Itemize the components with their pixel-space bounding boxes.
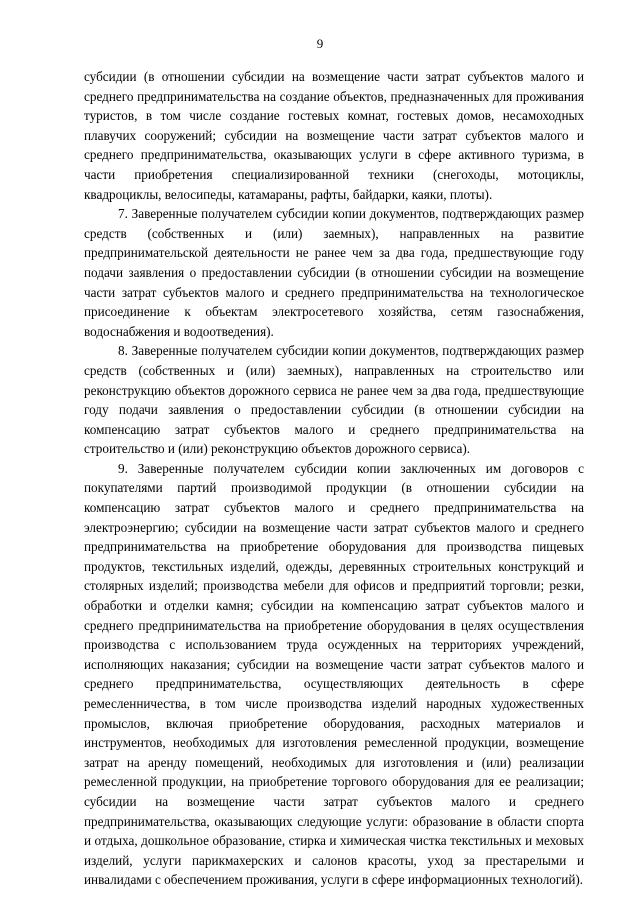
paragraph-item-9: 9. Заверенные получателем субсидии копии заключенных им договоров с покупателями партий производимой продукции (в отношении субсидии на компенсацию затрат субъектов малого и среднего предпринимательства на электроэнергию; субсидии на возмещение части затрат субъектов малого и среднего предпринимательства на приобретение оборудования для производства пищевых продуктов, текстильных изделий, одежды, деревянных строительных конструкций и столярных изделий; производства мебели для офисов и предприятий торговли; резки, обработки и отделки камня; субсидии на компенсацию затрат субъектов малого и среднего предпринимательства на приобретение оборудования в целях осуществления производства с использованием труда осужденных на территориях учреждений, исполняющих наказания; субсидии на возмещение части затрат субъектов малого и среднего предпринимательства, осуществляющих деятельность в сфере ремесленничества, в том числе производства изделий народных художественных промыслов, включая приобретение оборудования, расходных материалов и инструментов, необходимых для изготовления ремесленной продукции, возмещение затрат на аренду помещений, необходимых для изготовления и (или) реализации ремесленной продукции, на приобретение торгового оборудования для ее реализации; субсидии на возмещение части затрат субъектов малого и среднего предпринимательства, оказывающих следующие услуги: образование в области спорта и отдыха, дошкольное образование, стирка и химическая чистка текстильных и меховых изделий, услуги парикмахерских и салонов красоты, уход за престарелыми и инвалидами с обеспечением проживания, услуги в сфере информационных технологий). <box>84 460 584 888</box>
paragraph-item-7: 7. Заверенные получателем субсидии копии документов, подтверждающих размер средств (собственных и (или) заемных), направленных на развитие предпринимательской деятельности не ранее чем за два года, предшествующие году подачи заявления о предоставлении субсидии (в отношении субсидии на возмещение части затрат субъектов малого и среднего предпринимательства на технологическое присоединение к объектам электросетевого хозяйства, сетям газоснабжения, водоснабжения и водоотведения). <box>84 206 584 339</box>
paragraph-item-8: 8. Заверенные получателем субсидии копии документов, подтверждающих размер средств (собственных и (или) заемных), направленных на строительство или реконструкцию объектов дорожного сервиса не ранее чем за два года, предшествующие году подачи заявления о предоставлении субсидии (в отношении субсидии на компенсацию затрат субъектов малого и среднего предпринимательства на строительство и (или) реконструкцию объектов дорожного сервиса). <box>84 343 584 457</box>
paragraph-continuation: субсидии (в отношении субсидии на возмещение части затрат субъектов малого и среднего предпринимательства на создание объектов, предназначенных для проживания туристов, в том числе создание гостевых комнат, гостевых домов, несамоходных плавучих сооружений; субсидии на возмещение части затрат субъектов малого и среднего предпринимательства, оказывающих услуги в сфере активного туризма, в части приобретения специализированной техники (снегоходы, мотоциклы, квадроциклы, велосипеды, катамараны, рафты, байдарки, каяки, плоты). <box>84 69 584 202</box>
page-number: 9 <box>316 36 324 51</box>
document-body <box>84 67 584 890</box>
